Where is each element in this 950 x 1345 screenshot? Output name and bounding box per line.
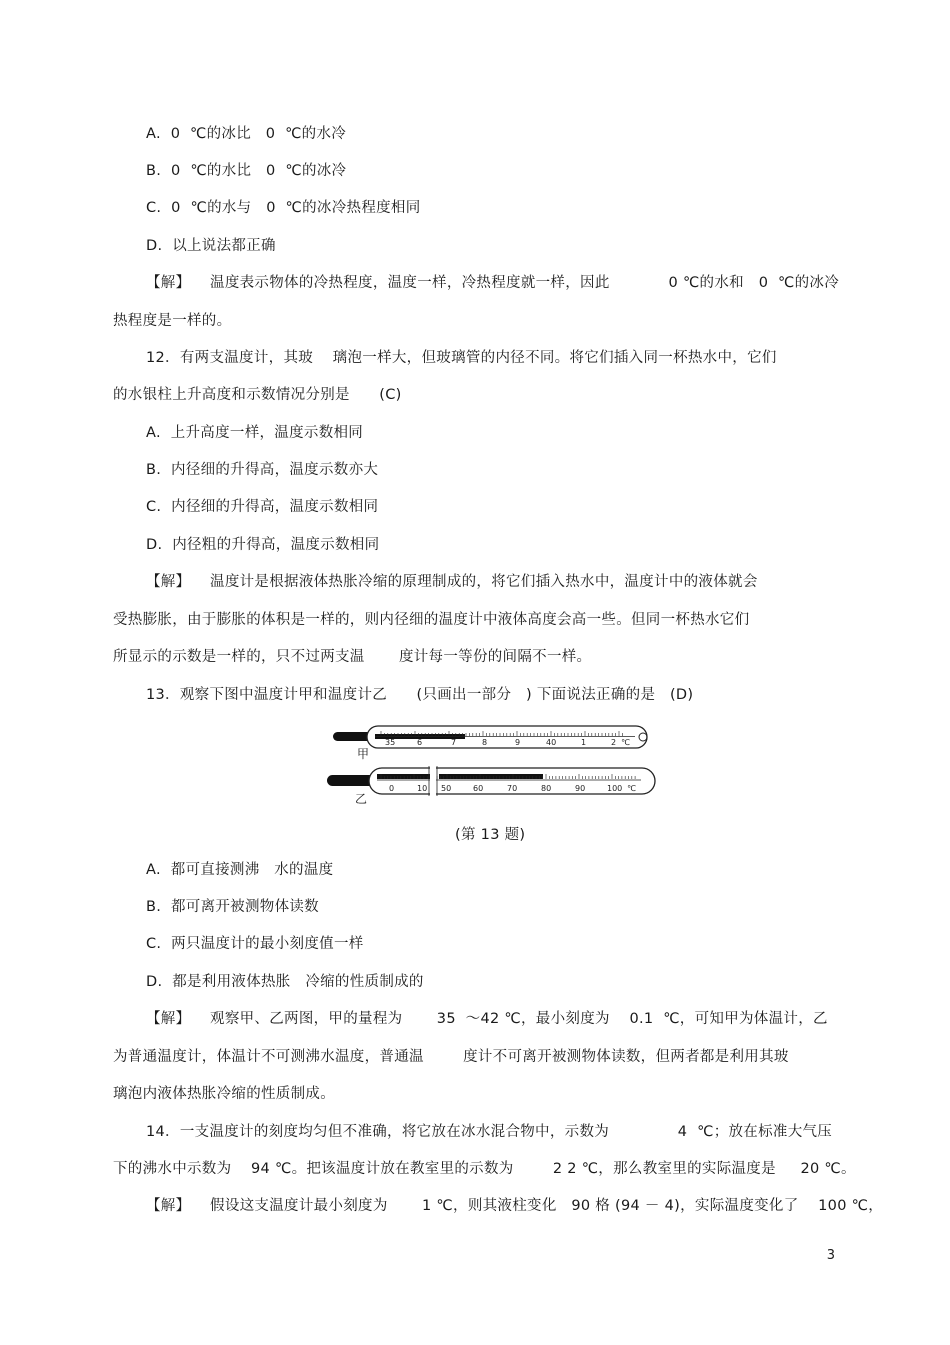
line-1: A. 0 ℃的冰比 0 ℃的水冷 (146, 126, 347, 142)
line-5: 【解】 温度表示物体的冷热程度，温度一样，冷热程度就一样，因此 0 ℃的水和 0 ℃的冰冷 (146, 275, 840, 291)
line-24: 璃泡内液体热胀冷缩的性质制成。 (113, 1086, 335, 1102)
yi-tick-100: 100 (607, 784, 623, 793)
figure-caption: (第 13 题) (455, 827, 526, 843)
line-21: D. 都是利用液体热胀 冷缩的性质制成的 (146, 974, 424, 990)
jia-tick-6: 6 (417, 738, 423, 747)
line-19: B. 都可离开被测物体读数 (146, 899, 319, 915)
thermometer-figure (325, 718, 665, 808)
line-6: 热程度是一样的。 (113, 313, 232, 329)
yi-tick-70: 70 (507, 784, 518, 793)
line-26: 下的沸水中示数为 94 ℃。把该温度计放在教室里的示数为 2 2 ℃，那么教室里的实际温度是 20 ℃。 (113, 1161, 856, 1177)
yi-tick-10: 10 (417, 784, 428, 793)
line-14: 受热膨胀，由于膨胀的体积是一样的，则内径细的温度计中液体高度会高一些。但同一杯热水它们 (113, 612, 750, 628)
line-20: C. 两只温度计的最小刻度值一样 (146, 936, 364, 952)
label-jia: 甲 (357, 747, 370, 761)
line-2: B. 0 ℃的水比 0 ℃的冰冷 (146, 163, 347, 179)
thermometer-jia (333, 726, 647, 761)
line-18: A. 都可直接测沸 水的温度 (146, 862, 334, 878)
thermometer-yi (327, 766, 655, 806)
line-12: D. 内径粗的升得高，温度示数相同 (146, 537, 380, 553)
yi-tick-80: 80 (541, 784, 552, 793)
jia-tick-unit: ℃ (621, 738, 630, 747)
jia-tick-7: 7 (451, 738, 457, 747)
label-yi: 乙 (355, 792, 368, 806)
yi-tick-60: 60 (473, 784, 484, 793)
yi-tick-unit: ℃ (627, 784, 636, 793)
line-15: 所显示的示数是一样的，只不过两支温 度计每一等份的间隔不一样。 (113, 649, 592, 665)
line-23: 为普通温度计，体温计不可测沸水温度，普通温 度计不可离开被测物体读数，但两者都是利用其玻 (113, 1049, 789, 1065)
jia-tick-35: 35 (385, 738, 396, 747)
jia-tick-9: 9 (515, 738, 521, 747)
line-7: 12．有两支温度计，其玻 璃泡一样大，但玻璃管的内径不同。将它们插入同一杯热水中，它们 (146, 350, 777, 366)
page-number: 3 (826, 1248, 835, 1263)
yi-tick-90: 90 (575, 784, 586, 793)
line-13: 【解】 温度计是根据液体热胀冷缩的原理制成的，将它们插入热水中，温度计中的液体就会 (146, 574, 758, 590)
line-22: 【解】 观察甲、乙两图，甲的量程为 35 ～42 ℃，最小刻度为 0.1 ℃，可知甲为体温计，乙 (146, 1011, 828, 1027)
yi-tick-0: 0 (389, 784, 395, 793)
line-4: D. 以上说法都正确 (146, 238, 276, 254)
line-27: 【解】 假设这支温度计最小刻度为 1 ℃，则其液柱变化 90 格 (94 － 4)，实际温度变化了 100 ℃， (146, 1198, 884, 1214)
jia-tick-2: 2 (611, 738, 617, 747)
line-9: A. 上升高度一样，温度示数相同 (146, 425, 364, 441)
line-10: B. 内径细的升得高，温度示数亦大 (146, 462, 379, 478)
line-16: 13．观察下图中温度计甲和温度计乙 (只画出一部分 ) 下面说法正确的是 (D) (146, 687, 694, 703)
jia-tick-1: 1 (581, 738, 587, 747)
jia-tick-8: 8 (482, 738, 488, 747)
yi-tick-50: 50 (441, 784, 452, 793)
line-11: C. 内径细的升得高，温度示数相同 (146, 499, 379, 515)
jia-tick-40: 40 (546, 738, 557, 747)
line-25: 14．一支温度计的刻度均匀但不准确，将它放在冰水混合物中，示数为 4 ℃；放在标准大气压 (146, 1124, 833, 1140)
line-3: C. 0 ℃的水与 0 ℃的冰冷热程度相同 (146, 200, 421, 216)
line-8: 的水银柱上升高度和示数情况分别是 (C) (113, 387, 402, 403)
